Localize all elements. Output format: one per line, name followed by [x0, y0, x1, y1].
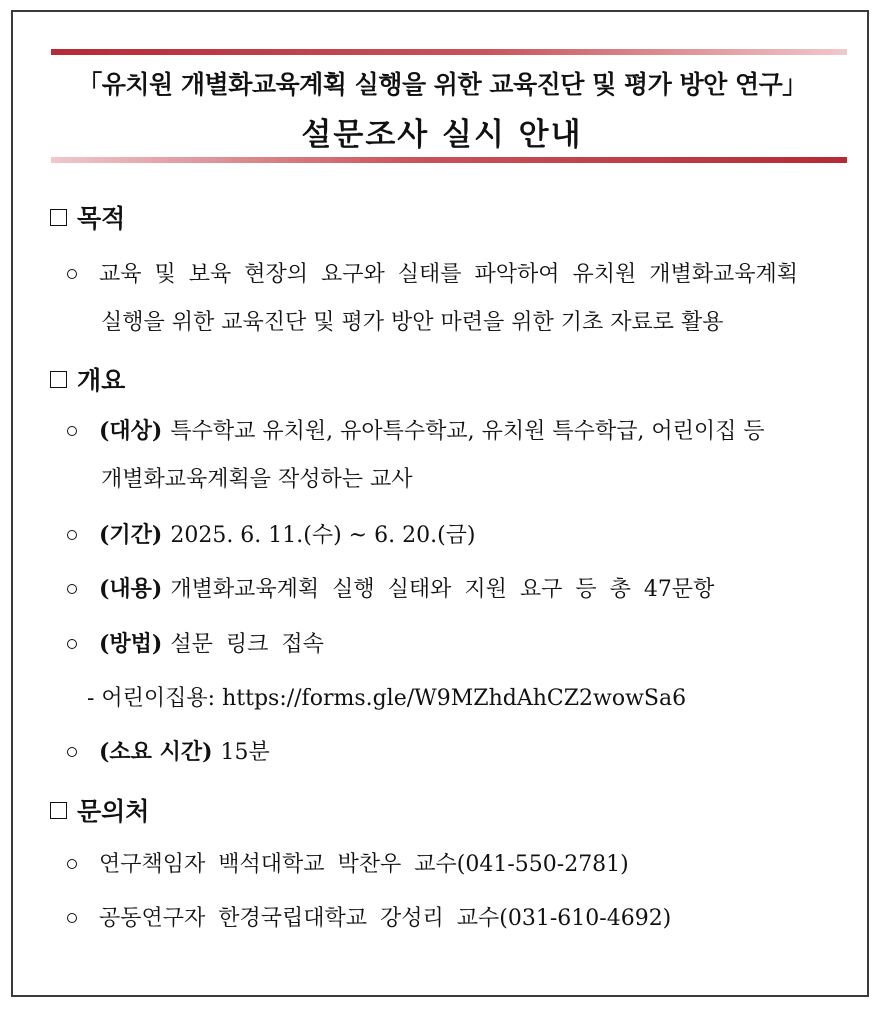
time-label: (소요 시간) — [99, 739, 213, 765]
method-value: 설문 링크 접속 — [170, 632, 324, 657]
method-label: (방법) — [99, 631, 163, 657]
title-bottom-bar — [51, 157, 847, 163]
contact-line2: 공동연구자 한경국립대학교 강성리 교수(031-610-4692) — [99, 906, 672, 931]
section-heading-purpose — [50, 199, 125, 235]
page-title: 「유치원 개별화교육계획 실행을 위한 교육진단 및 평가 방안 연구」 — [77, 70, 807, 99]
target-text-line2: 개별화교육계획을 작성하는 교사 — [101, 467, 413, 492]
checkbox-square-icon — [50, 209, 67, 226]
target-text-line1: 특수학교 유치원, 유아특수학교, 유치원 특수학급, 어린이집 등 — [170, 419, 765, 444]
circle-bullet-icon — [67, 269, 77, 279]
list-item-content — [67, 572, 714, 603]
circle-bullet-icon — [67, 747, 77, 757]
checkbox-square-icon — [50, 371, 67, 388]
target-label: (대상) — [99, 418, 163, 444]
list-item-period — [67, 518, 476, 549]
contact-line1: 연구책임자 백석대학교 박찬우 교수(041-550-2781) — [99, 852, 629, 877]
list-item-method — [67, 627, 324, 658]
period-value: 2025. 6. 11.(수) ~ 6. 20.(금) — [170, 523, 476, 548]
section-heading-label: 개요 — [77, 366, 126, 395]
time-value: 15분 — [220, 740, 270, 765]
section-heading-overview — [50, 361, 125, 397]
page-subtitle: 설문조사 실시 안내 — [301, 117, 583, 153]
circle-bullet-icon — [67, 530, 77, 540]
circle-bullet-icon — [67, 426, 77, 436]
content-label: (내용) — [99, 576, 163, 602]
list-item-target — [67, 414, 765, 445]
notice-frame — [11, 10, 869, 997]
section-heading-contact — [50, 792, 149, 828]
title-top-bar — [51, 49, 847, 55]
section-heading-label: 문의처 — [77, 797, 150, 826]
list-item-time — [67, 735, 270, 766]
list-item-contact-2 — [67, 901, 671, 932]
list-item-contact-1 — [67, 847, 629, 878]
list-item-purpose — [67, 257, 798, 288]
circle-bullet-icon — [67, 859, 77, 869]
circle-bullet-icon — [67, 639, 77, 649]
purpose-text-line1: 교육 및 보육 현장의 요구와 실태를 파악하여 유치원 개별화교육계획 — [99, 262, 799, 287]
checkbox-square-icon — [50, 802, 67, 819]
purpose-text-line2: 실행을 위한 교육진단 및 평가 방안 마련을 위한 기초 자료로 활용 — [101, 310, 724, 335]
circle-bullet-icon — [67, 584, 77, 594]
period-label: (기간) — [99, 522, 163, 548]
survey-link-text[interactable]: - 어린이집용: https://forms.gle/W9MZhdAhCZ2wowSa6 — [87, 686, 687, 711]
section-heading-label: 목적 — [77, 204, 126, 233]
circle-bullet-icon — [67, 913, 77, 923]
content-value: 개별화교육계획 실행 실태와 지원 요구 등 총 47문항 — [170, 577, 715, 602]
